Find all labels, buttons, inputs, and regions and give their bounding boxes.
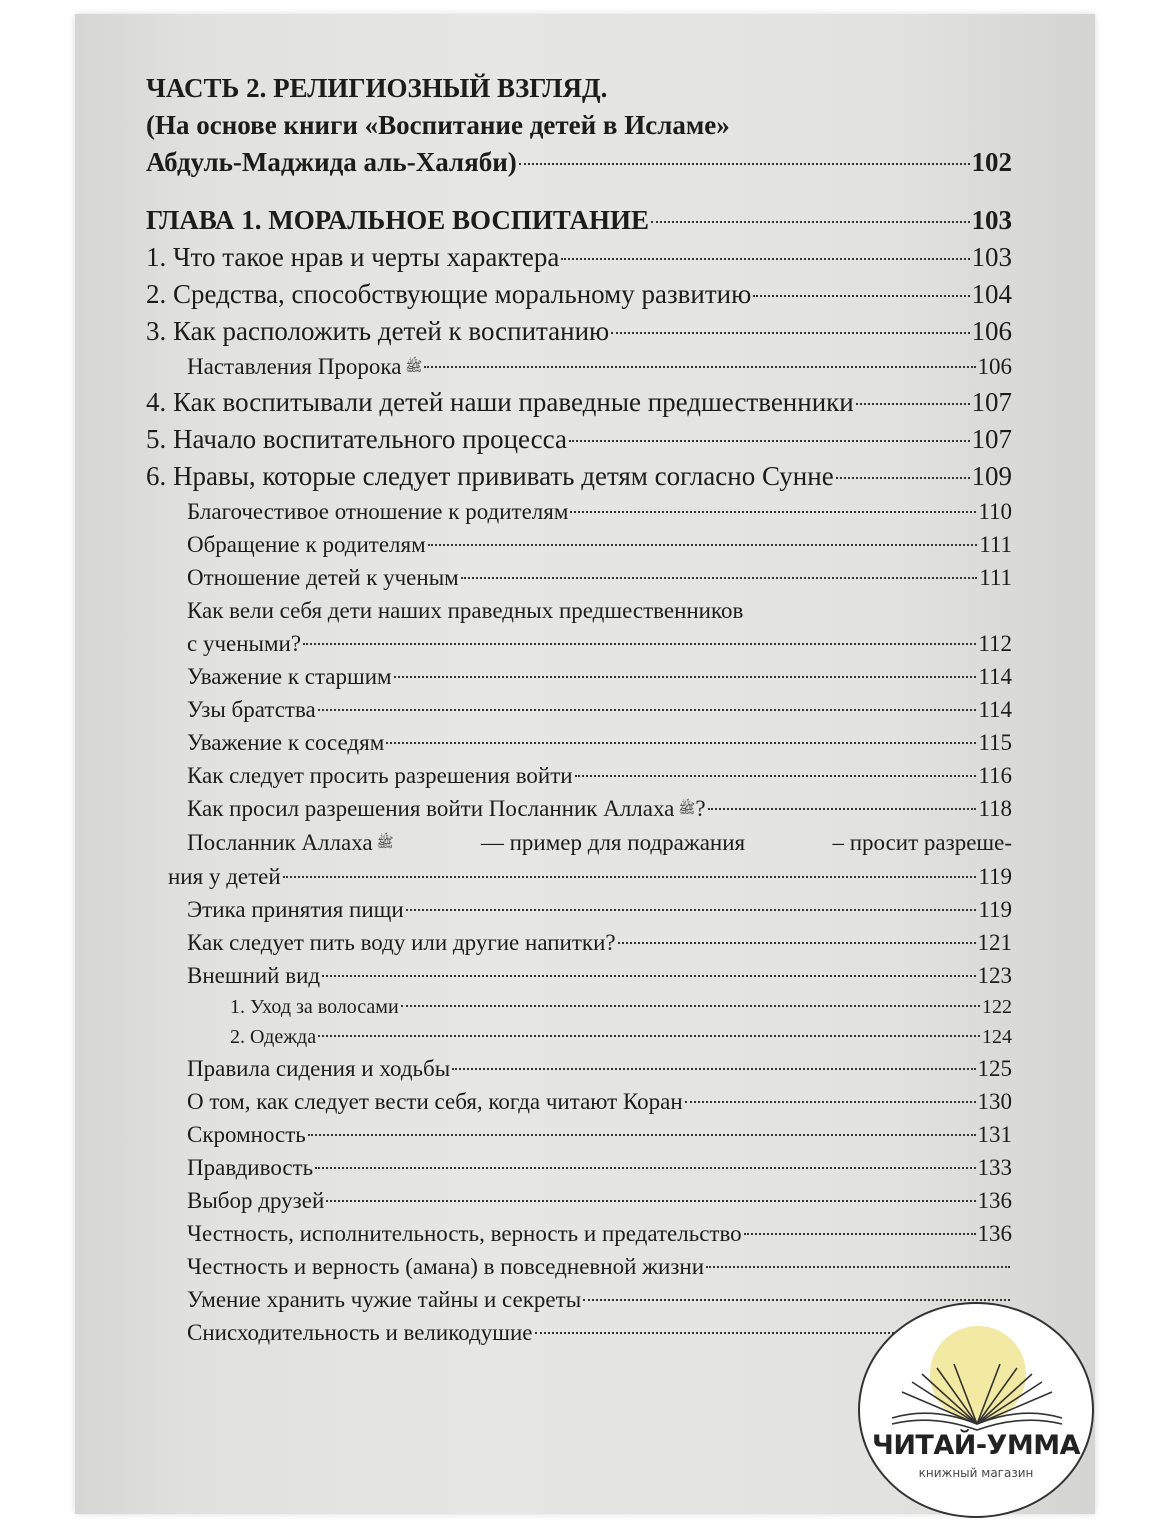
dot-leader	[318, 1035, 980, 1037]
page-number: 131	[977, 1122, 1012, 1147]
dot-leader	[651, 221, 969, 223]
page-number: 110	[978, 499, 1012, 524]
dot-leader	[315, 1167, 975, 1169]
shop-subtitle: книжный магазин	[918, 1466, 1034, 1480]
page-number: 114	[978, 697, 1012, 722]
toc-entry	[146, 1022, 1012, 1052]
dot-leader	[575, 775, 977, 777]
toc-entry	[146, 528, 1012, 561]
dot-leader	[706, 1266, 1010, 1268]
page-number: 103	[971, 242, 1012, 272]
dot-leader	[569, 440, 970, 442]
page-number: 125	[977, 1056, 1012, 1081]
dot-leader	[618, 942, 976, 944]
dot-leader	[753, 295, 969, 297]
entry-label: Как просил разрешения войти Посланник Аллаха ﷺ?	[187, 796, 706, 821]
entry-label: Умение хранить чужие тайны и секреты	[187, 1287, 582, 1312]
page-number: 119	[978, 897, 1012, 922]
page-number: 112	[978, 631, 1012, 656]
dot-leader	[326, 1200, 975, 1202]
entry-label: Уважение к старшим	[187, 664, 392, 689]
page-number: 133	[977, 1155, 1012, 1180]
page-number: 116	[978, 763, 1012, 788]
dot-leader	[394, 676, 977, 678]
entry-label: 1. Что такое нрав и черты характера	[146, 242, 560, 272]
entry-label: О том, как следует вести себя, когда читают Коран	[187, 1089, 683, 1114]
entry-label: Выбор друзей	[187, 1188, 325, 1213]
part-title: ЧАСТЬ 2. РЕЛИГИОЗНЫЙ ВЗГЛЯД.	[146, 73, 608, 103]
toc-entry	[146, 627, 1012, 660]
dot-leader	[856, 403, 970, 405]
toc-entry	[146, 276, 1012, 313]
dot-leader	[283, 876, 977, 878]
page-number: 115	[978, 730, 1012, 755]
saw-symbol: ﷺ	[376, 836, 394, 851]
dot-leader	[406, 909, 977, 911]
dot-leader	[308, 1134, 976, 1136]
dot-leader	[424, 366, 975, 368]
toc-entry	[146, 1085, 1012, 1118]
table-of-contents	[146, 70, 1012, 1349]
page-number: 136	[977, 1221, 1012, 1246]
toc-entry	[146, 1118, 1012, 1151]
toc-entry	[146, 759, 1012, 792]
dot-leader	[401, 1005, 980, 1007]
entry-label: Как вели себя дети наших праведных предшественников	[187, 598, 744, 623]
page-number: 104	[971, 279, 1012, 309]
entry-label: 1. Уход за волосами	[230, 996, 399, 1018]
entry-label: 5. Начало воспитательного процесса	[146, 424, 567, 454]
dot-leader	[561, 258, 969, 260]
dot-leader	[303, 643, 976, 645]
dot-leader	[583, 1299, 1010, 1301]
entry-label: Наставления Пророка ﷺ	[187, 354, 423, 379]
entry-label: Обращение к родителям	[187, 532, 426, 557]
toc-entry	[146, 313, 1012, 350]
shop-watermark-stamp	[858, 1302, 1094, 1518]
toc-entry	[146, 660, 1012, 693]
chapter-title: ГЛАВА 1. МОРАЛЬНОЕ ВОСПИТАНИЕ	[146, 205, 650, 235]
entry-label: 2. Одежда	[230, 1026, 317, 1048]
entry-label: Как следует пить воду или другие напитки?	[187, 930, 616, 955]
page-number: 119	[978, 864, 1012, 889]
entry-label: 3. Как расположить детей к воспитанию	[146, 316, 610, 346]
part-subtitle-line: (На основе книги «Воспитание детей в Исламе»	[146, 110, 730, 140]
dot-leader	[744, 1233, 976, 1235]
toc-entry	[146, 458, 1012, 495]
page-number: 123	[977, 963, 1012, 988]
shop-brand-name: ЧИТАЙ-УММА	[872, 1430, 1080, 1461]
dot-leader	[685, 1101, 976, 1103]
page-number: 106	[977, 354, 1012, 379]
part-subtitle-author: Абдуль-Маджида аль-Халяби)	[146, 147, 517, 177]
entry-label: Этика принятия пищи	[187, 897, 404, 922]
saw-symbol: ﷺ	[405, 360, 423, 375]
toc-entry	[146, 350, 1012, 384]
toc-entry	[146, 1250, 1012, 1283]
entry-label: Снисходительность и великодушие	[187, 1320, 533, 1345]
page-number: 121	[977, 930, 1012, 955]
dot-leader	[322, 975, 975, 977]
toc-entry	[146, 1283, 1012, 1316]
dot-leader	[428, 544, 978, 546]
page-number: 111	[979, 565, 1012, 590]
entry-label: Узы братства	[187, 697, 316, 722]
dot-leader	[836, 477, 970, 479]
entry-label-continuation: с учеными?	[187, 631, 302, 656]
page-number: 111	[979, 532, 1012, 557]
toc-entry	[146, 1052, 1012, 1085]
toc-entry	[146, 693, 1012, 726]
page-number: 118	[978, 796, 1012, 821]
toc-entry	[146, 239, 1012, 276]
page-number: 109	[971, 461, 1012, 491]
page-number: 102	[971, 147, 1012, 177]
part-entry-row	[146, 144, 1012, 181]
entry-label: Скромность	[187, 1122, 306, 1147]
chapter-entry	[146, 202, 1012, 239]
dot-leader	[318, 709, 977, 711]
toc-entry	[146, 992, 1012, 1022]
toc-entry	[146, 495, 1012, 528]
entry-label-justified: Посланник Аллаха ﷺ — пример для подражания – просит разреше-	[187, 830, 1012, 855]
dot-leader	[708, 808, 977, 810]
toc-entry	[146, 926, 1012, 959]
toc-entry	[146, 1217, 1012, 1250]
entry-label-continuation: ния у детей	[168, 864, 281, 889]
dot-leader	[611, 332, 969, 334]
page-number: 114	[978, 664, 1012, 689]
toc-entry	[146, 384, 1012, 421]
entry-label: Внешний вид	[187, 963, 321, 988]
dot-leader	[461, 577, 977, 579]
entry-label: Как следует просить разрешения войти	[187, 763, 573, 788]
toc-entry	[146, 893, 1012, 926]
saw-symbol: ﷺ	[678, 802, 696, 817]
toc-entry	[146, 1151, 1012, 1184]
entry-label: Уважение к соседям	[187, 730, 385, 755]
dot-leader	[452, 1068, 975, 1070]
page-number: 136	[977, 1188, 1012, 1213]
dot-leader	[570, 511, 976, 513]
page-number: 106	[971, 316, 1012, 346]
entry-label: Правила сидения и ходьбы	[187, 1056, 451, 1081]
page-number: 124	[982, 1026, 1012, 1048]
toc-entry	[146, 726, 1012, 759]
page-number: 107	[971, 387, 1012, 417]
page-number: 130	[977, 1089, 1012, 1114]
entry-label: Отношение детей к ученым	[187, 565, 459, 590]
page-number: 103	[971, 205, 1012, 235]
toc-entry	[146, 792, 1012, 826]
entry-label: 4. Как воспитывали детей наши праведные предшественники	[146, 387, 854, 417]
entry-label: Честность, исполнительность, верность и предательство	[187, 1221, 742, 1246]
toc-entry	[146, 421, 1012, 458]
page-number: 122	[982, 996, 1012, 1018]
dot-leader	[386, 742, 976, 744]
toc-entry	[146, 959, 1012, 992]
dot-leader	[519, 163, 970, 165]
open-book-icon	[882, 1362, 1072, 1432]
entry-label: Правдивость	[187, 1155, 314, 1180]
entry-label: 6. Нравы, которые следует прививать детям согласно Сунне	[146, 461, 834, 491]
toc-entry	[146, 561, 1012, 594]
entry-label: Честность и верность (амана) в повседневной жизни	[187, 1254, 705, 1279]
page-number: 107	[971, 424, 1012, 454]
toc-entry	[146, 1184, 1012, 1217]
entry-label: 2. Средства, способствующие моральному развитию	[146, 279, 752, 309]
entry-label: Благочестивое отношение к родителям	[187, 499, 569, 524]
toc-entry	[146, 860, 1012, 893]
